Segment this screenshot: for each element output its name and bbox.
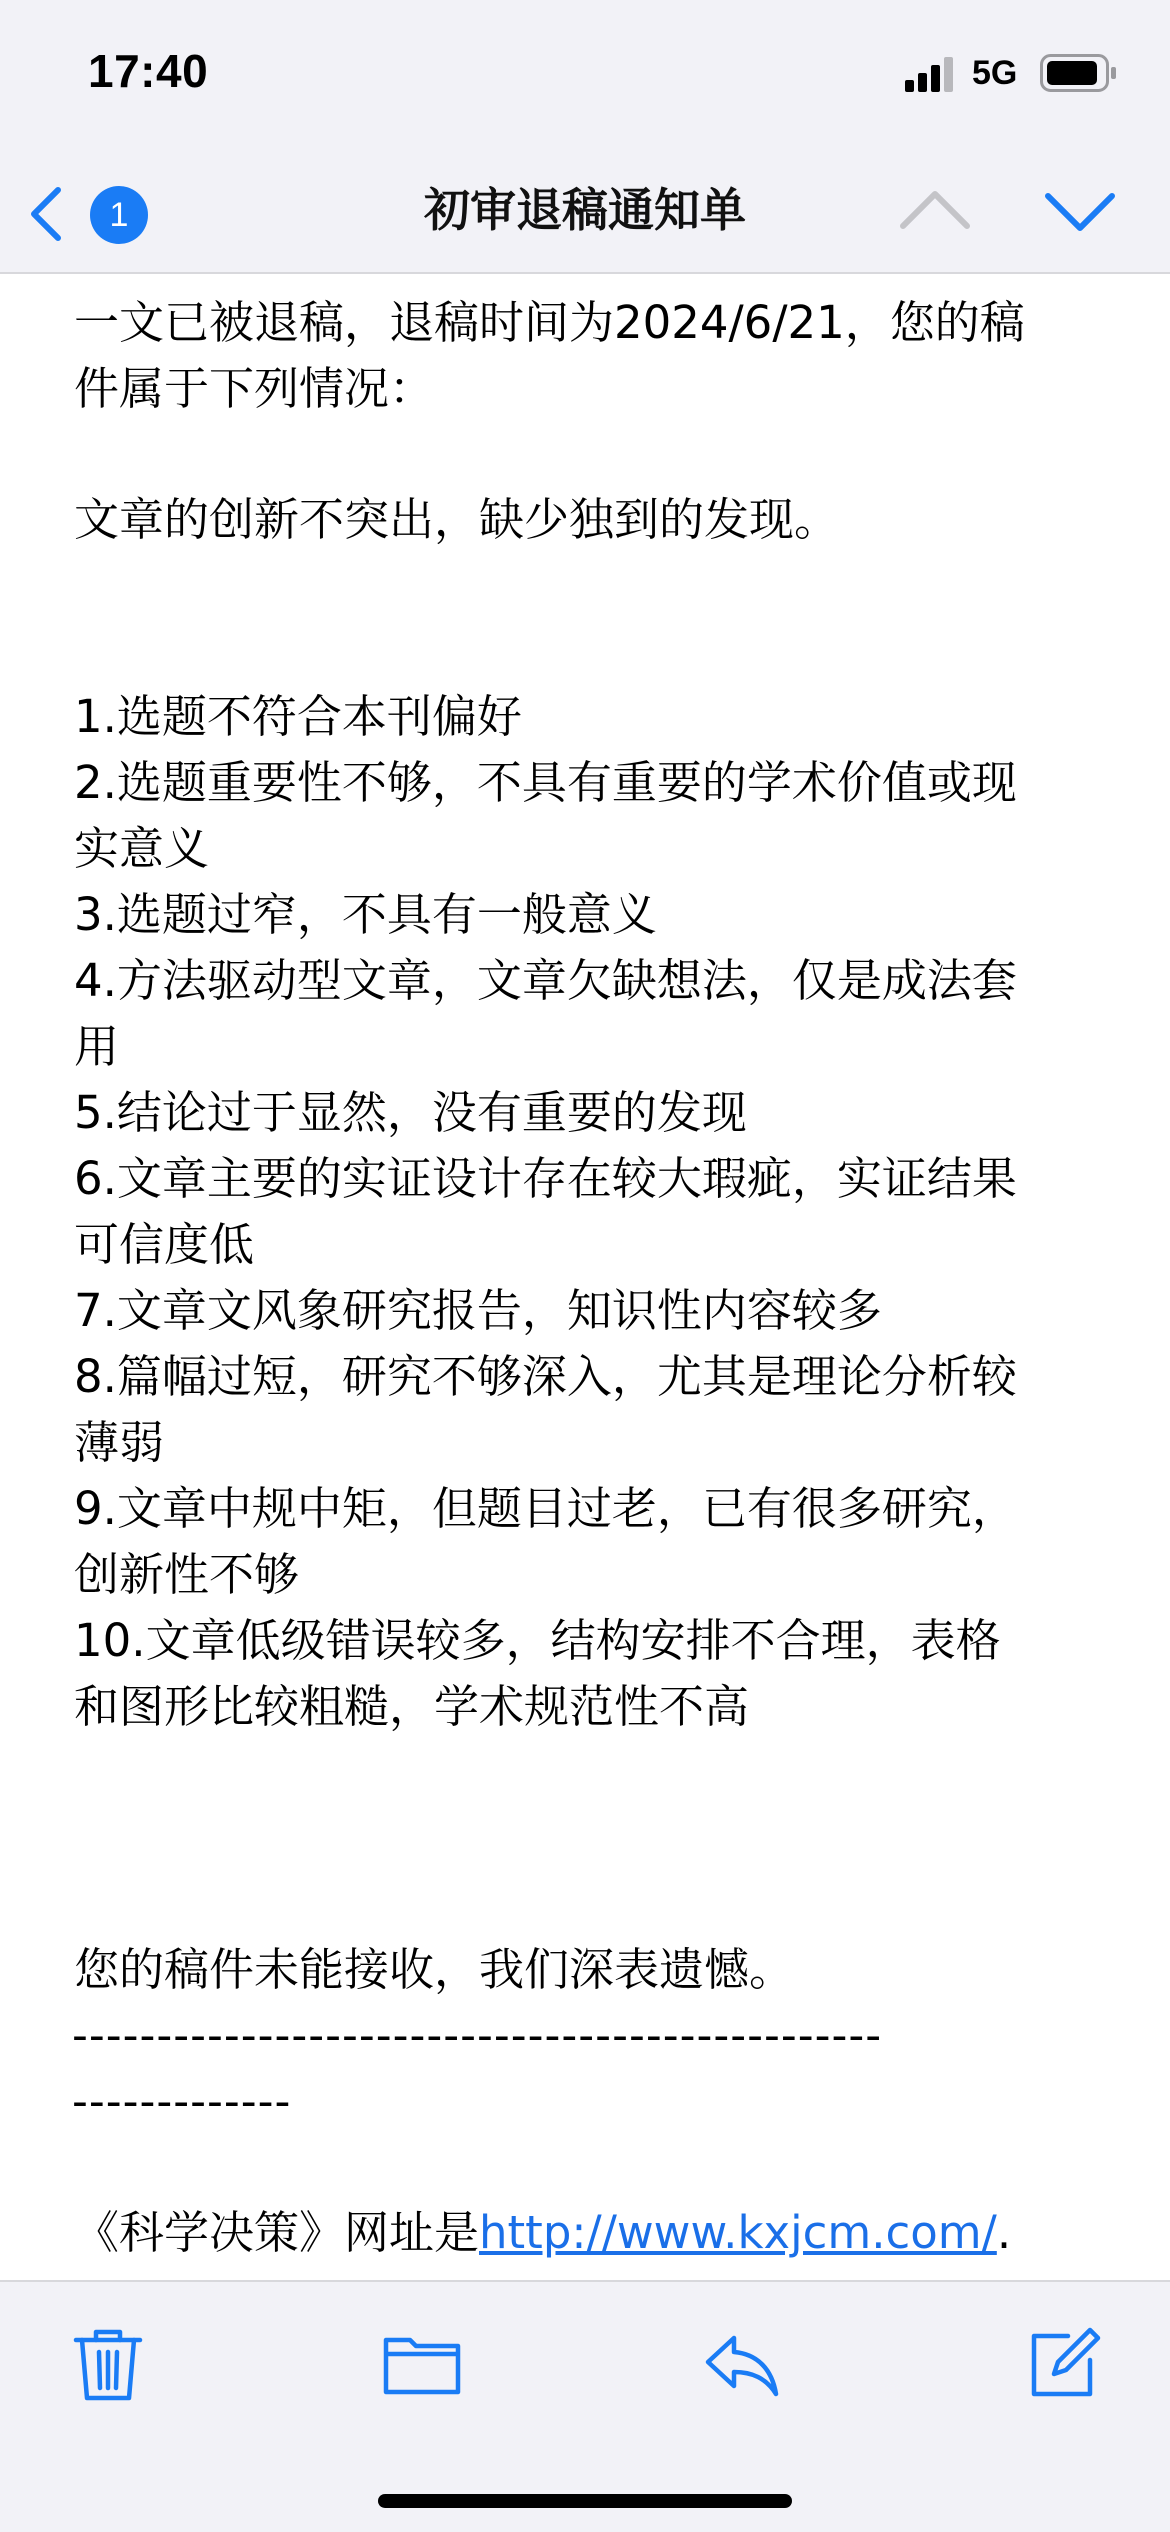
trash-icon[interactable] <box>66 2322 150 2406</box>
site-suffix: . <box>996 2206 1012 2259</box>
reason-line: 4.方法驱动型文章，文章欠缺想法，仅是成法套 <box>74 954 1017 1007</box>
reason-line: 实意义 <box>74 822 210 875</box>
network-label: 5G <box>972 54 1018 92</box>
site-prefix: 《科学决策》网址是 <box>74 2206 480 2259</box>
home-indicator[interactable] <box>378 2494 792 2508</box>
reason-line: 10.文章低级错误较多，结构安排不合理，表格 <box>74 1614 1001 1667</box>
separator-line: ------------- <box>72 2076 292 2127</box>
nav-bar <box>0 150 1170 274</box>
intro-line: 件属于下列情况： <box>74 362 435 415</box>
reason-line: 用 <box>74 1020 120 1073</box>
separator-line: ------------------------------------------------ <box>72 2010 883 2061</box>
folder-icon[interactable] <box>380 2322 464 2406</box>
reason-line: 和图形比较粗糙，学术规范性不高 <box>74 1680 750 1733</box>
message-subject-title: 初审退稿通知单 <box>424 183 746 237</box>
chevron-up-icon[interactable] <box>895 176 975 246</box>
reason-line: 1.选题不符合本刊偏好 <box>74 690 522 743</box>
back-button[interactable] <box>18 172 158 252</box>
reason-line: 可信度低 <box>74 1218 255 1271</box>
reason-line: 6.文章主要的实证设计存在较大瑕疵，实证结果 <box>74 1152 1017 1205</box>
site-link[interactable]: http://www.kxjcm.com/ <box>479 2206 997 2259</box>
intro-line: 一文已被退稿，退稿时间为2024/6/21，您的稿 <box>74 296 1025 349</box>
summary-text: 文章的创新不突出，缺少独到的发现。 <box>74 493 840 546</box>
compose-icon[interactable] <box>1020 2322 1104 2406</box>
regret-text: 您的稿件未能接收，我们深表遗憾。 <box>74 1943 795 1996</box>
status-time: 17:40 <box>88 45 209 97</box>
message-body[interactable] <box>0 272 1170 2280</box>
reason-line: 9.文章中规中矩，但题目过老，已有很多研究， <box>74 1482 1017 1535</box>
reason-line: 创新性不够 <box>74 1548 300 1601</box>
unread-count-badge: 1 <box>90 186 148 244</box>
reason-line: 7.文章文风象研究报告，知识性内容较多 <box>74 1284 882 1337</box>
signal-icon <box>905 56 957 92</box>
reason-line: 8.篇幅过短，研究不够深入，尤其是理论分析较 <box>74 1350 1017 1403</box>
reason-line: 3.选题过窄，不具有一般意义 <box>74 888 657 941</box>
reply-icon[interactable] <box>700 2322 784 2406</box>
reason-line: 薄弱 <box>74 1416 165 1469</box>
chevron-down-icon[interactable] <box>1040 176 1120 246</box>
reason-line: 5.结论过于显然，没有重要的发现 <box>74 1086 747 1139</box>
bottom-toolbar <box>0 2280 1170 2532</box>
reason-line: 2.选题重要性不够，不具有重要的学术价值或现 <box>74 756 1017 809</box>
chevron-left-icon <box>26 186 66 242</box>
battery-icon <box>1040 54 1118 92</box>
site-line <box>74 2200 1011 2266</box>
status-bar <box>0 0 1170 150</box>
